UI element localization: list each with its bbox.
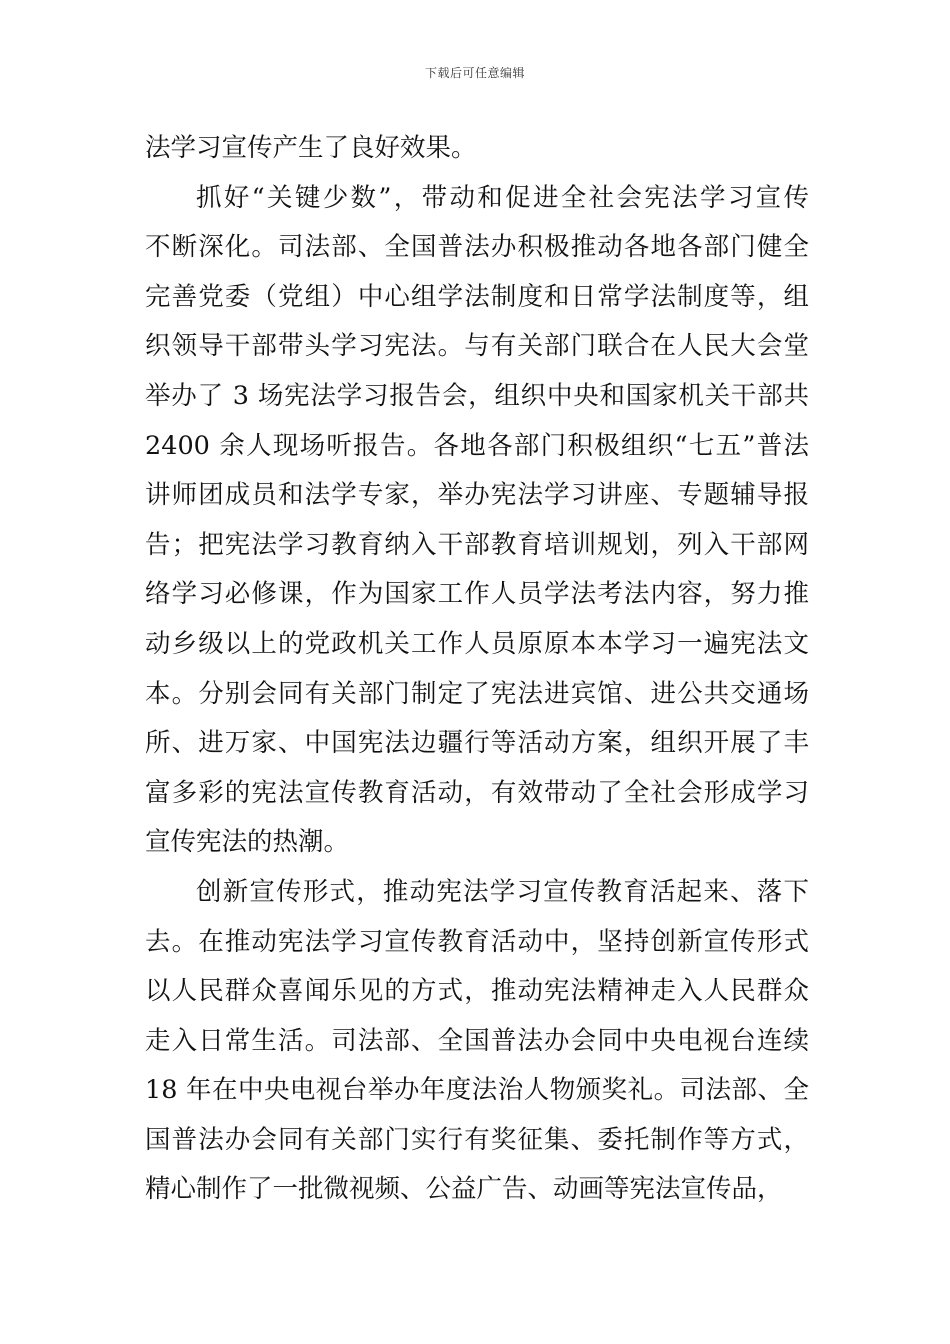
paragraph-line: 国普法办会同有关部门实行有奖征集、委托制作等方式， xyxy=(145,1124,809,1155)
paragraph-line: 宣传宪法的热潮。 xyxy=(145,827,350,858)
paragraph-line: 创新宣传形式，推动宪法学习宣传教育活起来、落下 xyxy=(196,876,809,907)
paragraph-line: 去。在推动宪法学习宣传教育活动中，坚持创新宣传形式 xyxy=(145,926,809,957)
paragraph-line: 举办了 3 场宪法学习报告会，组织中央和国家机关干部共 xyxy=(145,380,809,411)
paragraph-line: 走入日常生活。司法部、全国普法办会同中央电视台连续 xyxy=(145,1025,809,1056)
paragraph-line: 不断深化。司法部、全国普法办积极推动各地各部门健全 xyxy=(145,232,809,263)
paragraph xyxy=(145,868,809,1215)
paragraph-line: 抓好“关键少数”，带动和促进全社会宪法学习宣传 xyxy=(196,182,809,213)
paragraph-line: 动乡级以上的党政机关工作人员原原本本学习一遍宪法文 xyxy=(145,628,809,659)
paragraph-line: 讲师团成员和法学专家，举办宪法学习讲座、专题辅导报 xyxy=(145,480,809,511)
document-body xyxy=(145,124,809,1215)
paragraph-line: 以人民群众喜闻乐见的方式，推动宪法精神走入人民群众 xyxy=(145,976,809,1007)
paragraph-line: 本。分别会同有关部门制定了宪法进宾馆、进公共交通场 xyxy=(145,678,809,709)
paragraph-line: 完善党委（党组）中心组学法制度和日常学法制度等，组 xyxy=(145,281,809,312)
paragraph-line: 织领导干部带头学习宪法。与有关部门联合在人民大会堂 xyxy=(145,331,809,362)
paragraph-line: 络学习必修课，作为国家工作人员学法考法内容，努力推 xyxy=(145,579,809,610)
paragraph-line: 2400 余人现场听报告。各地各部门积极组织“七五”普法 xyxy=(145,430,809,461)
paragraph-line: 18 年在中央电视台举办年度法治人物颁奖礼。司法部、全 xyxy=(145,1075,809,1106)
paragraph-line: 富多彩的宪法宣传教育活动，有效带动了全社会形成学习 xyxy=(145,777,809,808)
paragraph-line: 法学习宣传产生了良好效果。 xyxy=(145,133,477,163)
paragraph-line: 精心制作了一批微视频、公益广告、动画等宪法宣传品， xyxy=(145,1174,783,1205)
page-header: 下载后可任意编辑 xyxy=(424,66,525,80)
paragraph-line: 告；把宪法学习教育纳入干部教育培训规划，列入干部网 xyxy=(145,529,809,560)
paragraph xyxy=(145,124,809,174)
paragraph-line: 所、进万家、中国宪法边疆行等活动方案，组织开展了丰 xyxy=(145,728,809,759)
paragraph xyxy=(145,174,809,868)
